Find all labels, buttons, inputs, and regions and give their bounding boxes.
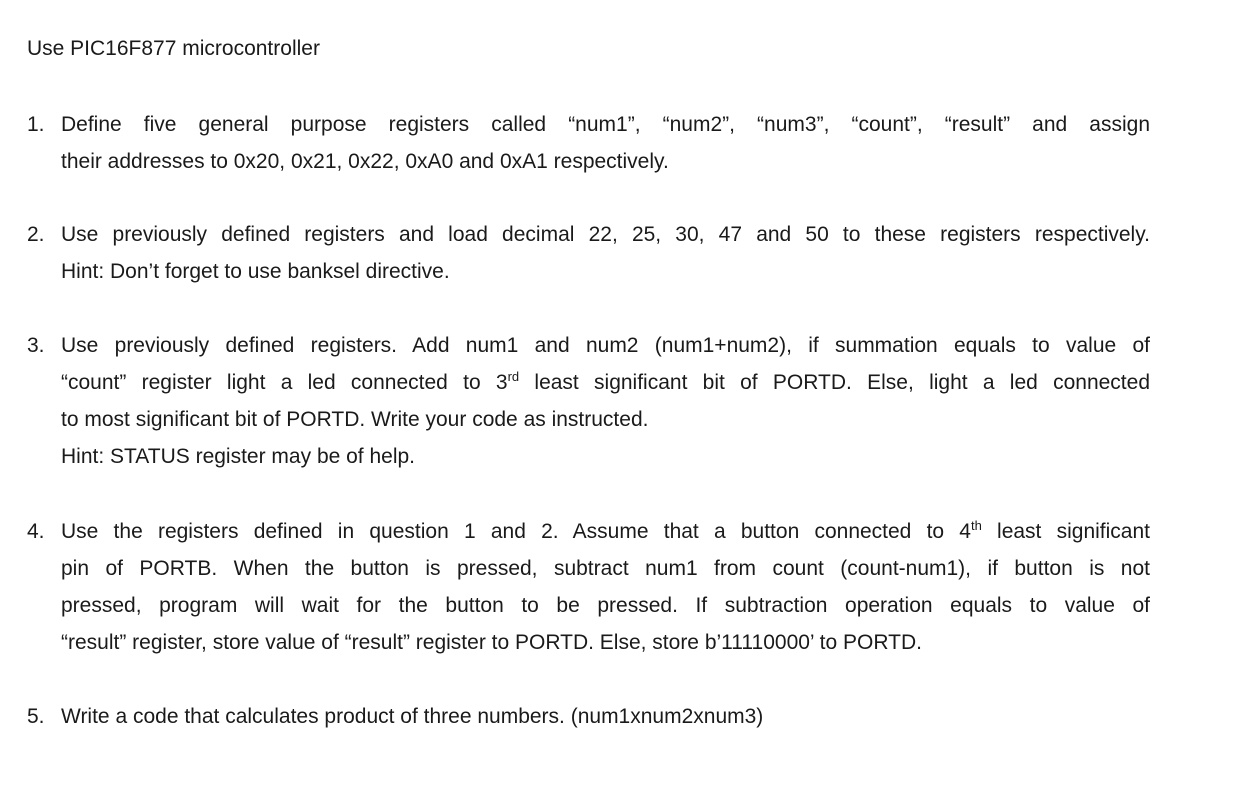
question-text-line: their addresses to 0x20, 0x21, 0x22, 0xA0 and 0xA1 respectively. <box>61 150 669 173</box>
question-3 <box>27 327 1150 475</box>
question-number: 1. <box>27 113 45 136</box>
ordinal-suffix: rd <box>507 369 520 384</box>
question-4 <box>27 513 1150 661</box>
question-text-line <box>61 513 1150 550</box>
text-run: least significant <box>981 520 1150 543</box>
question-text-line: pressed, program will wait for the button to be pressed. If subtraction operation equals to value of <box>61 594 1150 617</box>
question-text-line: Define five general purpose registers called “num1”, “num2”, “num3”, “count”, “result” and assign <box>61 113 1150 136</box>
question-1 <box>27 106 1150 180</box>
question-text-line: Write a code that calculates product of three numbers. (num1xnum2xnum3) <box>61 705 764 728</box>
text-run: least significant bit of PORTD. Else, light a led connected <box>519 371 1150 394</box>
question-text-line: “result” register, store value of “result” register to PORTD. Else, store b’11110000’ to PORTD. <box>61 631 922 654</box>
question-text-line: Hint: Don’t forget to use banksel directive. <box>61 260 450 283</box>
question-number: 4. <box>27 520 45 543</box>
question-number: 2. <box>27 223 45 246</box>
question-text-line: Use previously defined registers and load decimal 22, 25, 30, 47 and 50 to these registers respectively. <box>61 223 1150 246</box>
text-run: Use the registers defined in question 1 and 2. Assume that a button connected to 4 <box>61 520 971 543</box>
question-number: 5. <box>27 705 45 728</box>
question-2 <box>27 216 1150 290</box>
ordinal-suffix: th <box>970 518 982 533</box>
text-run: “count” register light a led connected to 3 <box>61 371 508 394</box>
question-text-line: Hint: STATUS register may be of help. <box>61 445 416 468</box>
question-text-line: Use previously defined registers. Add num1 and num2 (num1+num2), if summation equals to value of <box>61 334 1150 357</box>
question-text-line <box>61 364 1150 401</box>
intro-text: Use PIC16F877 microcontroller <box>27 37 320 60</box>
question-number: 3. <box>27 334 45 357</box>
question-text-line: pin of PORTB. When the button is pressed, subtract num1 from count (count-num1), if button is not <box>61 557 1150 580</box>
question-text-line: to most significant bit of PORTD. Write your code as instructed. <box>61 408 649 431</box>
question-5 <box>27 698 1150 735</box>
